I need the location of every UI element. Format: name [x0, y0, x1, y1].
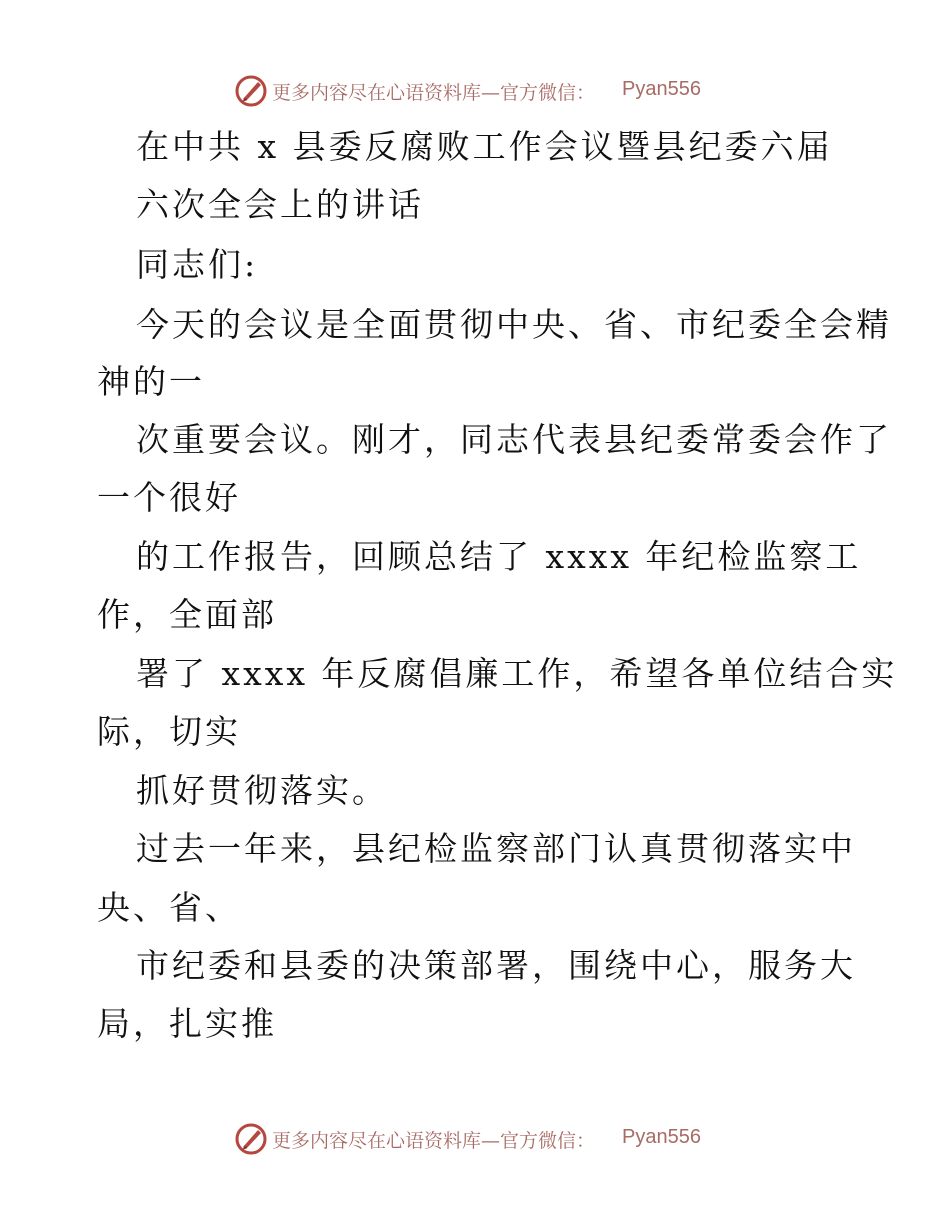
watermark-text: 更多内容尽在心语资料库—官方微信： [272, 82, 596, 104]
body-line: 次重要会议。刚才，同志代表县纪委常委会作了 [136, 420, 892, 459]
watermark-text: 更多内容尽在心语资料库—官方微信： [272, 1130, 596, 1152]
body-line: 作，全面部 [97, 595, 277, 634]
title-line-1: 在中共 x 县委反腐败工作会议暨县纪委六届 [136, 127, 833, 166]
watermark-footer [0, 1120, 950, 1160]
watermark-wechat-id: Pyan556 [622, 1126, 701, 1148]
body-line: 一个很好 [97, 478, 241, 517]
body-line: 神的一 [97, 362, 205, 401]
body-line: 过去一年来，县纪检监察部门认真贯彻落实中 [136, 829, 856, 868]
body-line: 抓好贯彻落实。 [136, 771, 388, 810]
body-line: 局，扎实推 [97, 1004, 277, 1043]
salutation: 同志们: [136, 245, 259, 284]
body-line: 央、省、 [97, 888, 241, 927]
pen-logo-icon [234, 1122, 268, 1156]
body-line: 今天的会议是全面贯彻中央、省、市纪委全会精 [136, 305, 892, 344]
watermark-header [0, 72, 950, 112]
pen-logo-icon [234, 74, 268, 108]
body-line: 的工作报告，回顾总结了 xxxx 年纪检监察工 [136, 537, 862, 576]
body-line: 市纪委和县委的决策部署，围绕中心，服务大 [136, 946, 856, 985]
title-line-2: 六次全会上的讲话 [136, 185, 424, 224]
body-line: 署了 xxxx 年反腐倡廉工作，希望各单位结合实 [136, 654, 898, 693]
body-line: 际，切实 [97, 712, 241, 751]
watermark-wechat-id: Pyan556 [622, 78, 701, 100]
